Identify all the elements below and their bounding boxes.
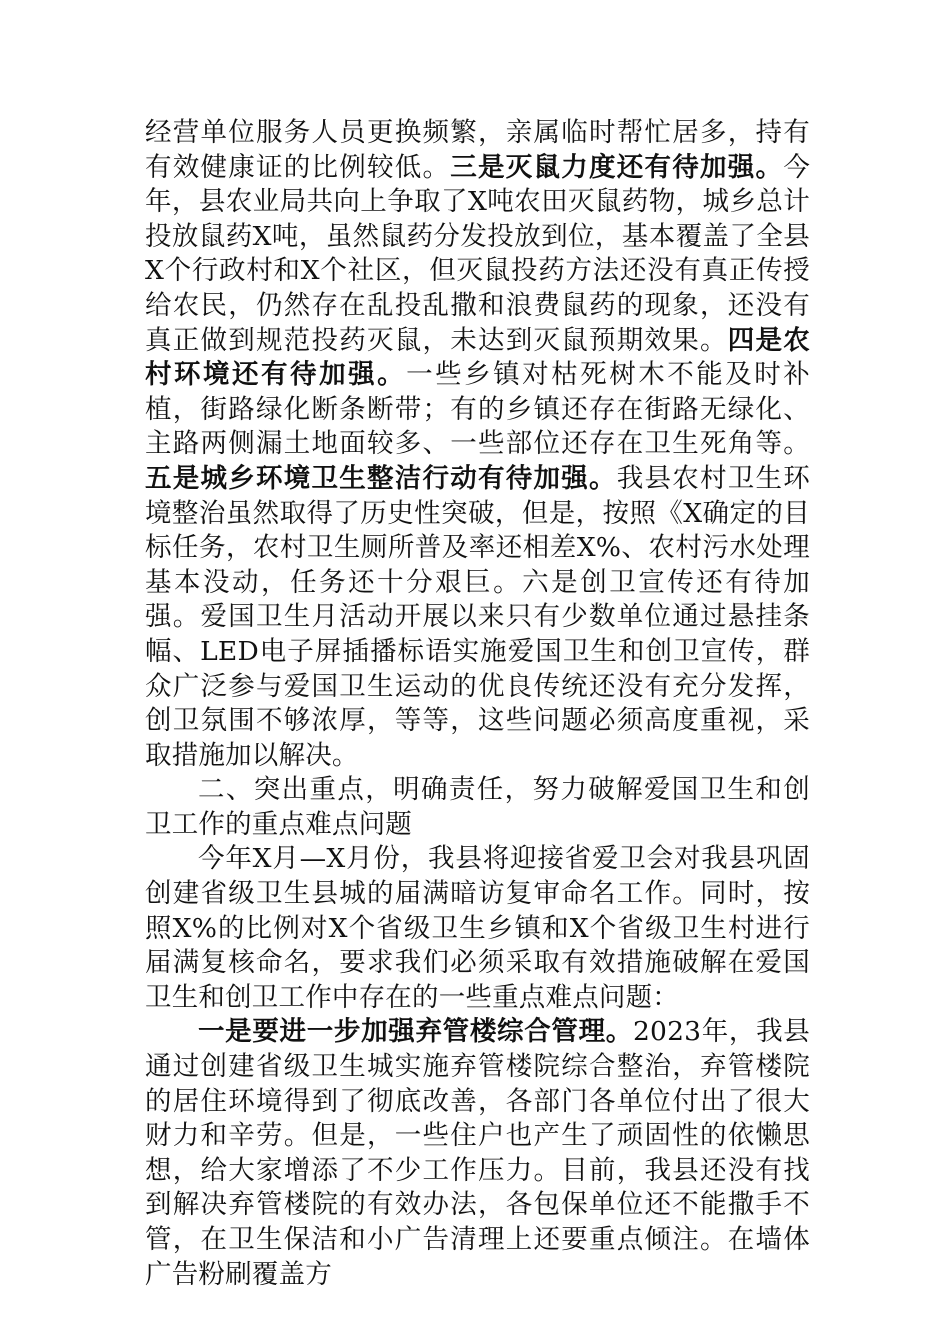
section-heading [145, 773, 810, 842]
bold-heading-run: 五是城乡环境卫生整洁行动有待加强。 [145, 462, 617, 494]
paragraph-item-one [145, 1015, 810, 1292]
bold-heading-run: 四是农村环境还有待加强。 [145, 324, 811, 391]
document-body [145, 116, 810, 1292]
text-run: 2023年，我县通过创建省级卫生城实施弃管楼院综合整治，弃管楼院的居住环境得到了彻底改善，各部门各单位付出了很大财力和辛劳。但是，一些住户也产生了顽固性的依懒思想，给大家增添了不少工作压力。目前，我县还没有找到解决弃管楼院的有效办法，各包保单位还不能撒手不管，在卫生保洁和小广告清理上还要重点倾注。在墙体广告粉刷覆盖方 [145, 1016, 810, 1290]
paragraph-intro [145, 842, 810, 1015]
text-run: 今年，县农业局共向上争取了X吨农田灭鼠药物，城乡总计投放鼠药X吨，虽然鼠药分发投放到位，基本覆盖了全县X个行政村和X个社区，但灭鼠投药方法还没有真正传授给农民，仍然存在乱投乱撒和浪费鼠药的现象，还没有真正做到规范投药灭鼠，未达到灭鼠预期效果。 [145, 151, 811, 356]
text-run: 一些乡镇对枯死树木不能及时补植，街路绿化断条断带；有的乡镇还存在街路无绿化、主路两侧漏土地面较多、一些部位还存在卫生死角等。 [145, 359, 810, 460]
text-run: 经营单位服务人员更换频繁，亲属临时帮忙居多，持有有效健康证的比例较低。 [145, 117, 810, 183]
bold-heading-run: 一是要进一步加强弃管楼综合管理。 [198, 1016, 633, 1048]
bold-heading-run: 三是灭鼠力度还有待加强。 [450, 151, 784, 183]
text-run: 今年X月—X月份，我县将迎接省爱卫会对我县巩固创建省级卫生县城的届满暗访复审命名工作。同时，按照X%的比例对X个省级卫生乡镇和X个省级卫生村进行届满复核命名，要求我们必须采取有效措施破解在爱国卫生和创卫工作中存在的一些重点难点问题： [145, 843, 810, 1013]
text-run: 我县农村卫生环境整治虽然取得了历史性突破，但是，按照《X确定的目标任务，农村卫生厕所普及率还相差X%、农村污水处理基本没动，任务还十分艰巨。六是创卫宣传还有待加强。爱国卫生月活动开展以来只有少数单位通过悬挂条幅、LED电子屏插播标语实施爱国卫生和创卫宣传，群众广泛参与爱国卫生运动的优良传统还没有充分发挥，创卫氛围不够浓厚，等等，这些问题必须高度重视，采取措施加以解决。 [145, 462, 810, 771]
paragraph-problems [145, 116, 810, 773]
section-heading-text: 二、突出重点，明确责任，努力破解爱国卫生和创卫工作的重点难点问题 [145, 774, 810, 840]
